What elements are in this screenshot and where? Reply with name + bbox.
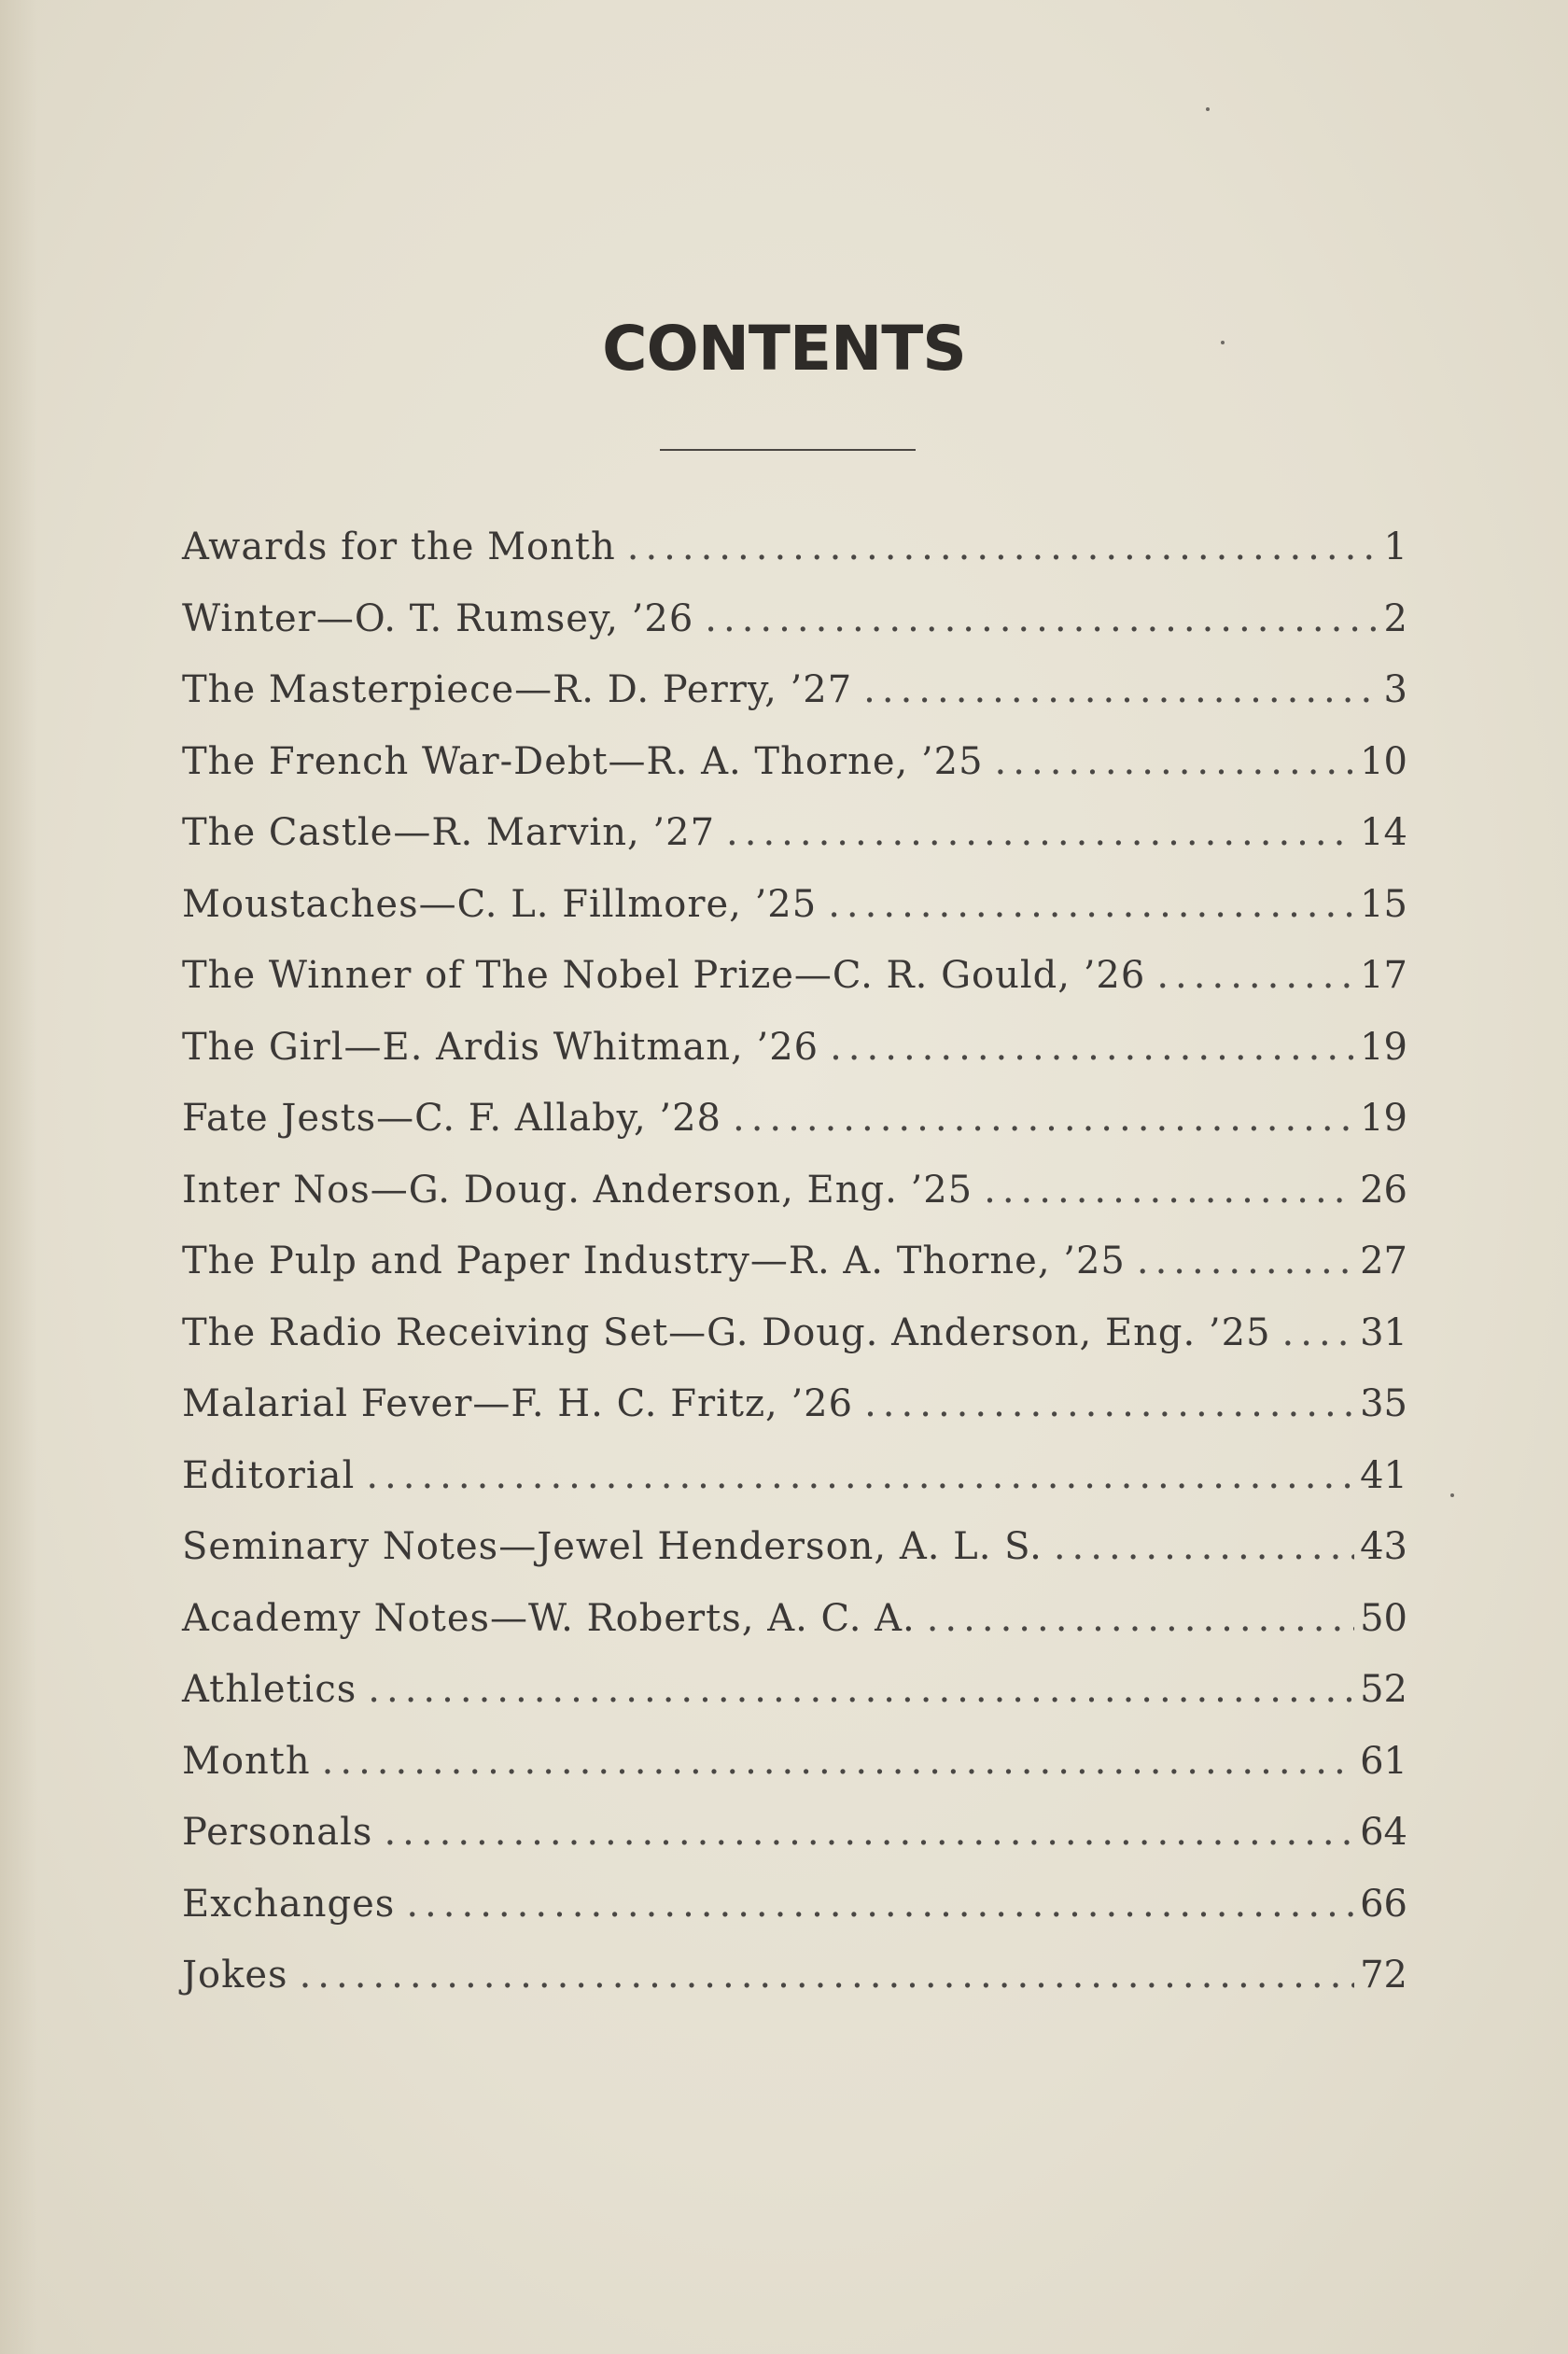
- toc-entry-title: The Girl—E. Ardis Whitman, ’26: [182, 1025, 819, 1069]
- toc-entry[interactable]: [182, 1940, 1407, 2011]
- toc-entry-title: Seminary Notes—Jewel Henderson, A. L. S.: [182, 1525, 1043, 1568]
- toc-entry-page: 41: [1360, 1453, 1407, 1497]
- toc-entry[interactable]: [182, 726, 1407, 798]
- toc-entry-page: 1: [1383, 525, 1407, 568]
- dot-leader: [1137, 1226, 1354, 1297]
- toc-entry-title: Editorial: [182, 1453, 356, 1497]
- dot-leader: [864, 1368, 1354, 1440]
- toc-entry-page: 52: [1360, 1668, 1407, 1711]
- paper-speck: [1450, 1493, 1454, 1497]
- dot-leader: [733, 1083, 1354, 1155]
- toc-entry-title: The French War-Debt—R. A. Thorne, ’25: [182, 739, 984, 783]
- dot-leader: [830, 1012, 1354, 1084]
- dot-leader: [927, 1583, 1354, 1655]
- toc-entry-title: Winter—O. T. Rumsey, ’26: [182, 596, 694, 640]
- dot-leader: [322, 1726, 1354, 1798]
- toc-entry[interactable]: [182, 654, 1407, 726]
- title-underline: [660, 449, 916, 451]
- toc-entry-page: 35: [1360, 1382, 1407, 1425]
- toc-entry[interactable]: [182, 1797, 1407, 1869]
- dot-leader: [1054, 1511, 1354, 1583]
- toc-entry-page: 17: [1360, 954, 1407, 997]
- toc-entry[interactable]: [182, 1083, 1407, 1155]
- toc-entry[interactable]: [182, 1654, 1407, 1726]
- toc-entry[interactable]: [182, 1368, 1407, 1440]
- dot-leader: [384, 1797, 1354, 1869]
- toc-entry-title: The Masterpiece—R. D. Perry, ’27: [182, 668, 853, 711]
- toc-entry[interactable]: [182, 1440, 1407, 1512]
- toc-entry[interactable]: [182, 1155, 1407, 1226]
- toc-entry-title: Exchanges: [182, 1882, 396, 1926]
- toc-entry[interactable]: [182, 1511, 1407, 1583]
- toc-entry[interactable]: [182, 1012, 1407, 1084]
- toc-entry-title: The Pulp and Paper Industry—R. A. Thorne, ’25: [182, 1240, 1126, 1282]
- toc-entry[interactable]: [182, 1869, 1407, 1941]
- toc-entry[interactable]: [182, 1297, 1407, 1369]
- toc-entry[interactable]: [182, 583, 1407, 655]
- toc-entry-page: 15: [1360, 882, 1407, 926]
- toc-entry-page: 19: [1360, 1025, 1407, 1069]
- dot-leader: [863, 654, 1378, 726]
- toc-entry-page: 61: [1360, 1739, 1407, 1783]
- toc-entry[interactable]: [182, 940, 1407, 1012]
- dot-leader: [995, 726, 1355, 798]
- toc-entry-title: Month: [182, 1739, 311, 1783]
- dot-leader: [368, 1654, 1354, 1726]
- toc-entry[interactable]: [182, 511, 1407, 583]
- toc-entry-page: 14: [1360, 811, 1407, 854]
- table-of-contents: [182, 511, 1407, 2011]
- dot-leader: [1282, 1297, 1355, 1369]
- toc-entry-page: 43: [1360, 1525, 1407, 1568]
- toc-entry-title: Malarial Fever—F. H. C. Fritz, ’26: [182, 1382, 854, 1425]
- dot-leader: [366, 1440, 1354, 1512]
- toc-entry-title: Fate Jests—C. F. Allaby, ’28: [182, 1097, 721, 1140]
- toc-entry-page: 3: [1383, 668, 1407, 711]
- toc-entry-title: Inter Nos—G. Doug. Anderson, Eng. ’25: [182, 1168, 973, 1212]
- toc-entry-page: 66: [1360, 1882, 1407, 1926]
- toc-entry[interactable]: [182, 1226, 1407, 1297]
- toc-entry-page: 27: [1360, 1240, 1407, 1282]
- toc-entry-page: 26: [1360, 1168, 1407, 1212]
- page-title: CONTENTS: [602, 313, 966, 385]
- toc-entry-title: Personals: [182, 1811, 373, 1854]
- dot-leader: [705, 583, 1378, 655]
- paper-speck: [1206, 107, 1210, 111]
- toc-entry[interactable]: [182, 1583, 1407, 1655]
- toc-entry-page: 19: [1360, 1097, 1407, 1140]
- dot-leader: [828, 869, 1354, 941]
- dot-leader: [300, 1940, 1355, 2011]
- toc-entry-title: The Winner of The Nobel Prize—C. R. Gould, ’26: [182, 954, 1146, 997]
- dot-leader: [726, 797, 1354, 869]
- toc-entry-title: Academy Notes—W. Roberts, A. C. A.: [182, 1596, 916, 1640]
- toc-entry-page: 64: [1360, 1811, 1407, 1854]
- toc-entry-page: 10: [1360, 739, 1407, 783]
- toc-entry-title: Moustaches—C. L. Fillmore, ’25: [182, 882, 818, 926]
- dot-leader: [984, 1155, 1354, 1226]
- toc-entry-title: Athletics: [182, 1668, 357, 1711]
- toc-entry[interactable]: [182, 869, 1407, 941]
- toc-entry-page: 50: [1360, 1596, 1407, 1640]
- toc-entry-page: 31: [1360, 1310, 1407, 1354]
- toc-entry[interactable]: [182, 1726, 1407, 1798]
- toc-entry-title: Jokes: [182, 1954, 288, 1997]
- toc-entry-title: The Radio Receiving Set—G. Doug. Anderson, Eng. ’25: [182, 1310, 1271, 1354]
- toc-entry-title: The Castle—R. Marvin, ’27: [182, 811, 716, 854]
- dot-leader: [627, 511, 1379, 583]
- toc-entry-page: 2: [1383, 596, 1407, 640]
- toc-entry-page: 72: [1360, 1954, 1407, 1997]
- toc-entry-title: Awards for the Month: [182, 525, 616, 568]
- toc-entry[interactable]: [182, 797, 1407, 869]
- dot-leader: [406, 1869, 1354, 1941]
- dot-leader: [1156, 940, 1354, 1012]
